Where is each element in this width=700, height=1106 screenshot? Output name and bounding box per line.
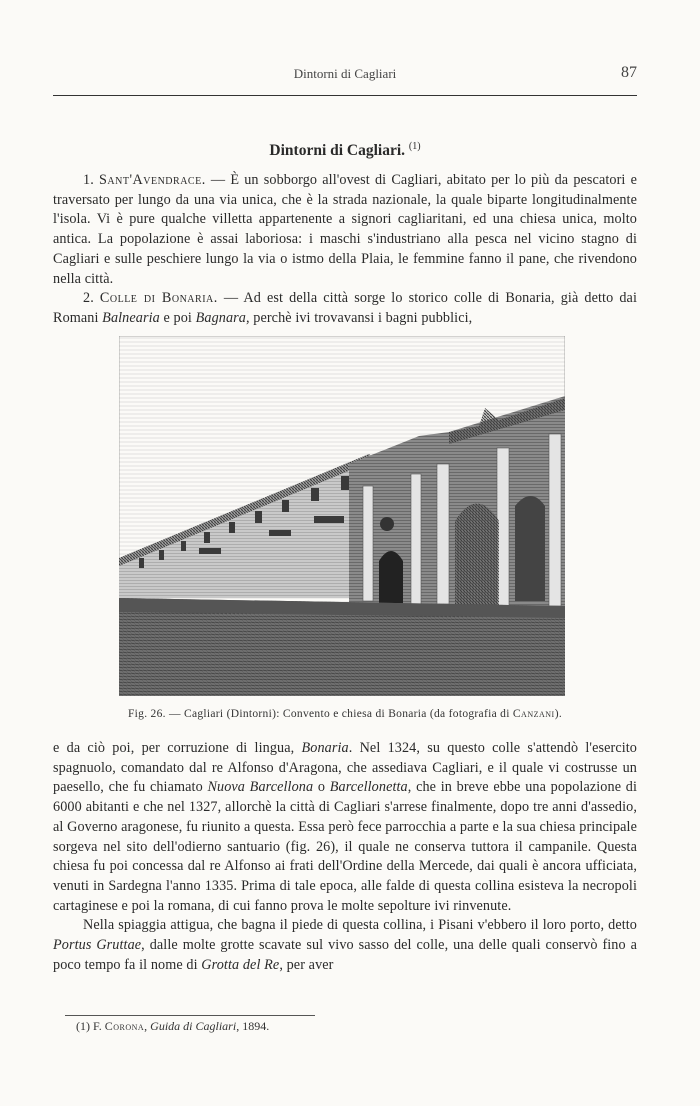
footnote-reference: (1) <box>408 141 421 152</box>
text-block-bottom <box>53 739 637 975</box>
entry-heading: Colle di Bonaria. <box>99 290 218 307</box>
church-arch <box>455 504 499 607</box>
paragraph-sant-avendrace: 1. Sant'Avendrace. — È un sobborgo all'ovest di Cagliari, abitato per lo più da pescatori e traversato per lungo da una via unica, che è la strada nazionale, la quale biparte longitudinalmente l'isola. Vi è pure qualche villetta appartenente a signori cagliaritani, ed una chiesa unica, molto antica. La popolazione è assai laboriosa: i maschi s'industriano alla pesca nel vicino stagno di Cagliari e sulle peschiere lungo la via o istmo della Plaia, le femmine fanno il pane, che rivendono nella città. <box>53 172 637 287</box>
paragraph-spiaggia: Nella spiaggia attigua, che bagna il piede di questa collina, i Pisani v'ebbero il loro porto, detto Portus Gruttae, dalle molte grotte scavate sul vivo sasso del colle, una delle quali conservò fino a poco tempo fa il nome di Grotta del Re, per aver <box>53 917 637 973</box>
header-rule <box>53 95 637 96</box>
church-oculus <box>380 517 394 531</box>
church-door <box>379 551 403 606</box>
footnote-rule <box>65 1015 315 1016</box>
section-title-text: Dintorni di Cagliari. <box>269 142 406 160</box>
entry-heading: Sant'Avendrace. <box>99 172 206 188</box>
page-header <box>53 64 637 86</box>
church-arch-right <box>515 496 545 601</box>
footnote: (1) F. Corona, Guida di Cagliari, 1894. <box>76 1019 270 1033</box>
text-block-top <box>53 171 637 329</box>
running-title: Dintorni di Cagliari <box>293 66 397 81</box>
paragraph-colle-di-bonaria: 2. Colle di Bonaria. — Ad est della città sorge lo storico colle di Bonaria, già detto dai Romani Balnearia e poi Bagnara, perchè ivi trovavansi i bagni pubblici, <box>53 290 637 326</box>
page-number: 87 <box>621 64 637 81</box>
section-title <box>53 141 637 160</box>
paragraph-continuation: e da ciò poi, per corruzione di lingua, Bonaria. Nel 1324, su questo colle s'attendò l'esercito spagnuolo, comandato dal re Alfonso d'Aragona, che assediava Cagliari, e il quale vi costrusse un paesello, che fu chiamato Nuova Barcellona o Barcellonetta, che in breve ebbe una popolazione di 6000 abitanti e che nel 1327, allorchè la città di Cagliari s'arrese finalmente, dopo tre anni d'assedio, al Governo aragonese, fu riunito a questa. Essa però fece parrocchia a parte e la sua chiesa principale sorgeva nel sito dell'odierno santuario (fig. 26), il quale ne conserva tuttora il campanile. Questa chiesa fu poi concessa dal re Alfonso ai frati dell'Ordine della Mercede, dai quali è ancora ufficiata, venuti in Sardegna l'anno 1335. Prima di tale epoca, alle falde di questa collina esisteva la necropoli cartaginese e poi la romana, di cui fanno prova le molte sepolture ivi rinvenute. <box>53 740 638 914</box>
figure-engraving <box>119 336 565 696</box>
figure-caption: Fig. 26. — Cagliari (Dintorni): Convento e chiesa di Bonaria (da fotografia di Canzani). <box>127 708 563 720</box>
